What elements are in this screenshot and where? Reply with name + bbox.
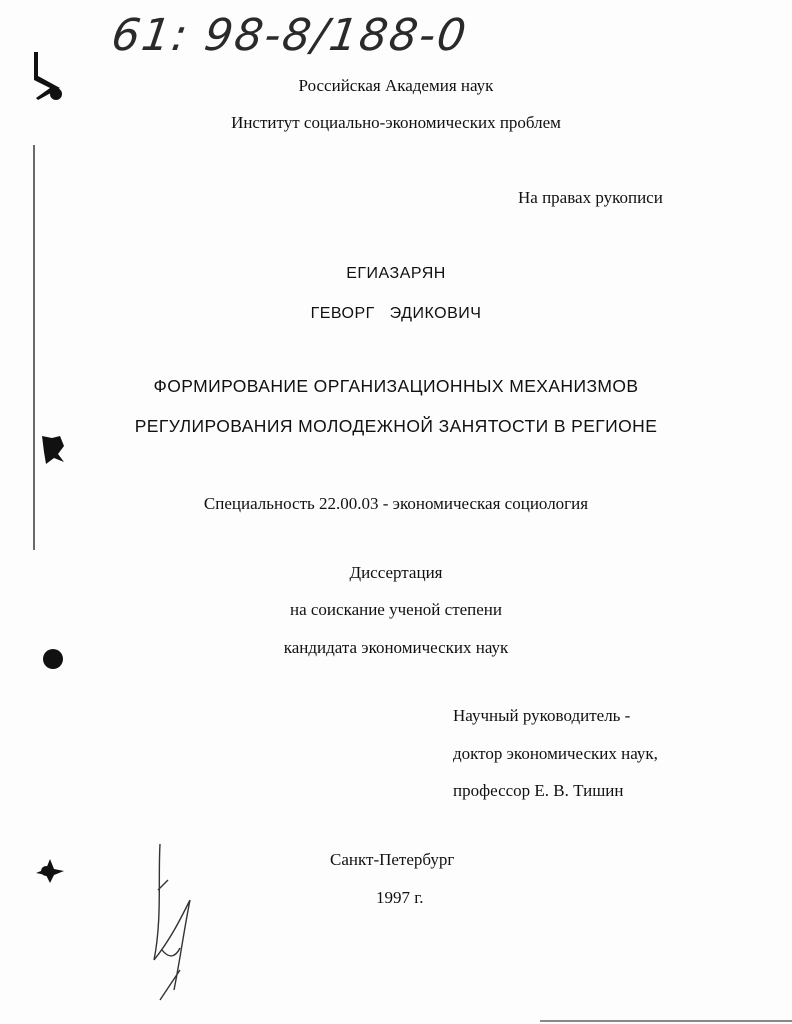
thesis-title-line1: ФОРМИРОВАНИЕ ОРГАНИЗАЦИОННЫХ МЕХАНИЗМОВ (153, 376, 639, 396)
year: 1997 г. (376, 888, 424, 907)
thesis-title-line2: РЕГУЛИРОВАНИЯ МОЛОДЕЖНОЙ ЗАНЯТОСТИ В РЕГИОНЕ (134, 416, 658, 436)
corner-mark-icon (32, 855, 74, 885)
specialty: Специальность 22.00.03 - экономическая социология (203, 494, 589, 513)
supervisor-line2: доктор экономических наук, (453, 744, 658, 763)
degree-line1: Диссертация (349, 563, 443, 582)
author-name: ГЕВОРГ ЭДИКОВИЧ (310, 305, 482, 322)
manuscript-rights: На правах рукописи (518, 188, 663, 207)
supervisor-line1: Научный руководитель - (453, 706, 631, 725)
institute-name: Институт социально-экономических проблем (231, 113, 561, 132)
scan-edge-line (33, 145, 35, 550)
degree-line3: кандидата экономических наук (283, 638, 509, 657)
degree-line2: на соискание ученой степени (289, 600, 503, 619)
blot-mark-icon (38, 432, 68, 468)
author-surname: ЕГИАЗАРЯН (346, 265, 446, 282)
signature-scribble (140, 840, 220, 1010)
archive-number-handwritten: 61: 98-8/188-0 (108, 10, 471, 61)
academy-name: Российская Академия наук (298, 76, 494, 95)
scan-bottom-line (540, 1020, 792, 1022)
city: Санкт-Петербург (330, 850, 455, 869)
supervisor-line3: профессор Е. В. Тишин (453, 781, 624, 800)
